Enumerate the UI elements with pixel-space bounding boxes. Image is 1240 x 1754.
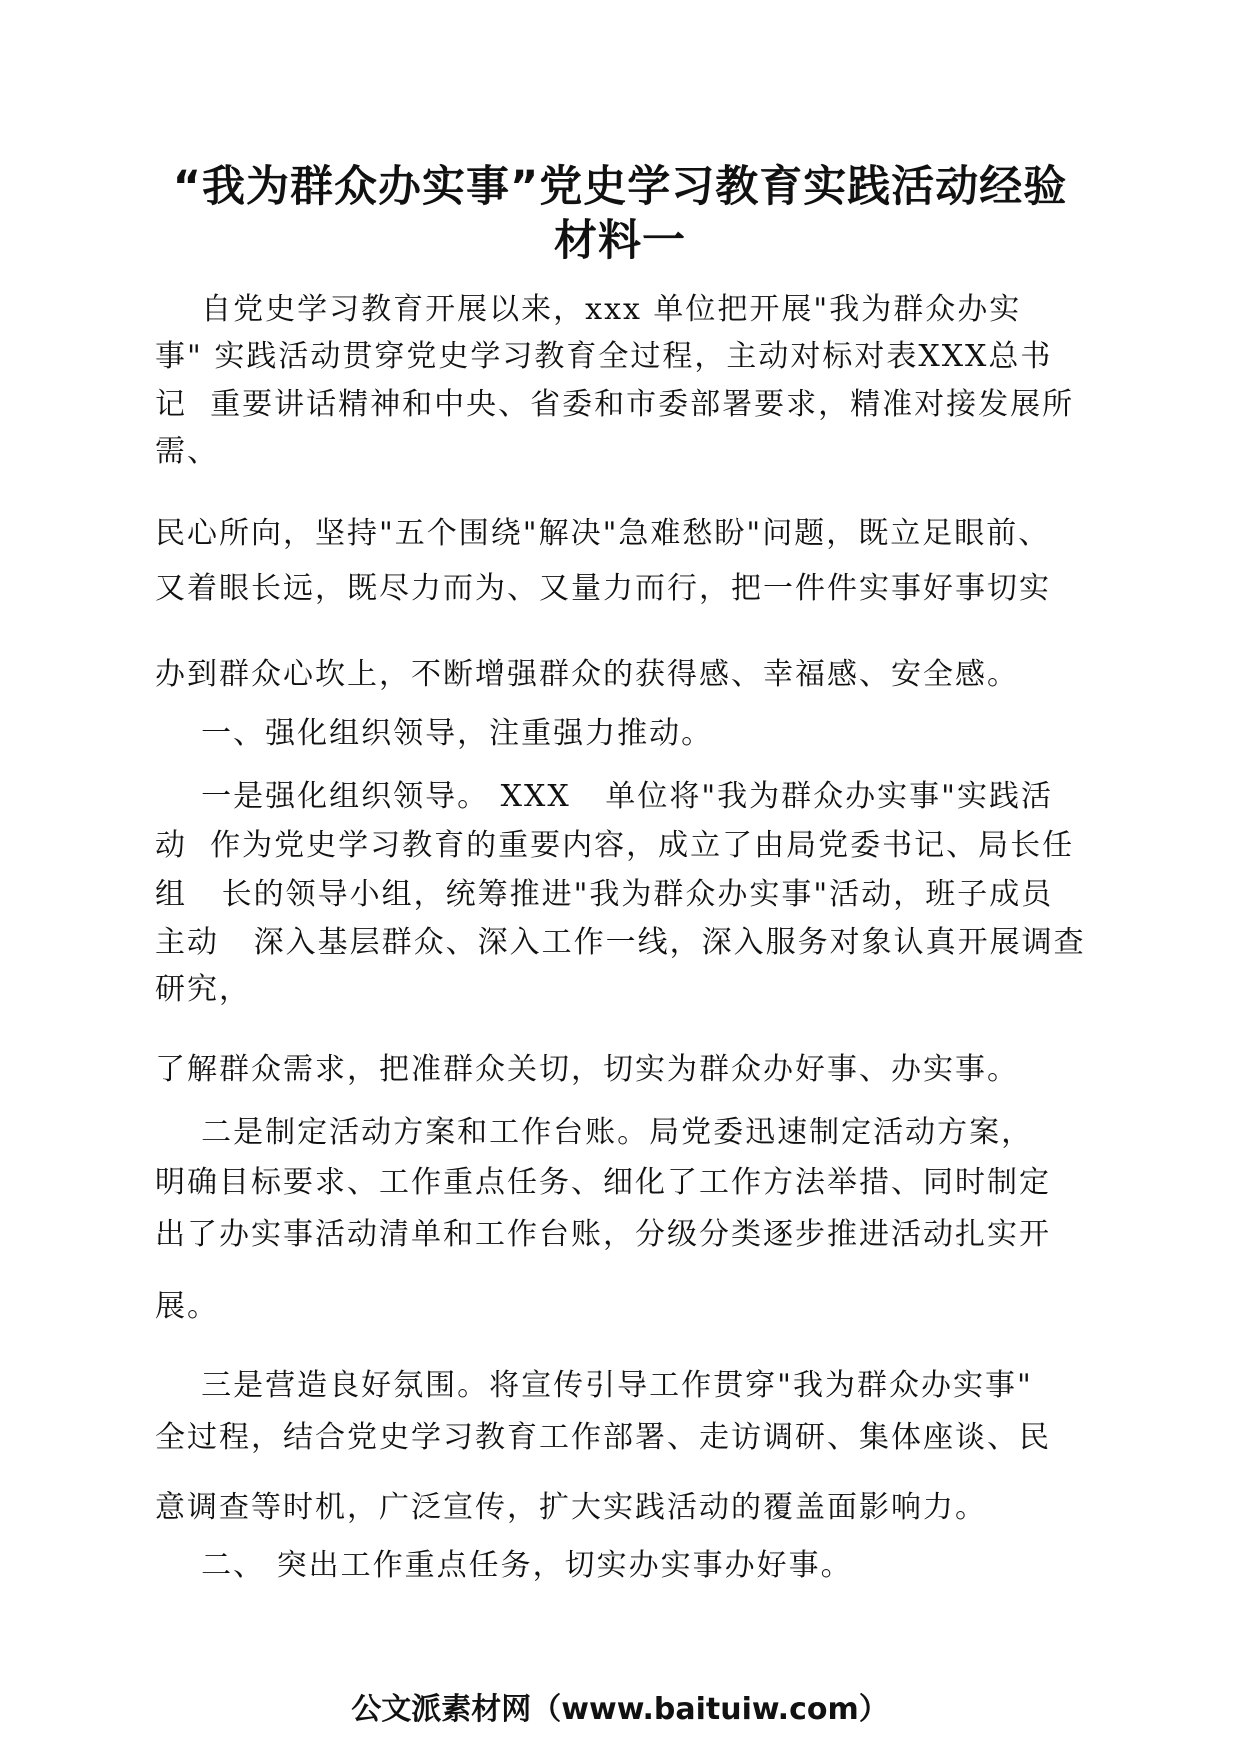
body-line: 明确目标要求、工作重点任务、细化了工作方法举措、同时制定 [155,1165,1051,1200]
document-title-line-2: 材料一 [554,216,686,266]
body-line: 主动 深入基层群众、深入工作一线，深入服务对象认真开展调查 [155,925,1086,960]
body-line: 组 长的领导小组，统筹推进"我为群众办实事"活动，班子成员 [155,877,1054,912]
body-line: 又着眼长远，既尽力而为、又量力而行，把一件件实事好事切实 [155,571,1051,606]
section-heading: 二、 突出工作重点任务，切实办实事办好事。 [155,1548,853,1583]
body-line: 意调查等时机，广泛宣传，扩大实践活动的覆盖面影响力。 [155,1490,987,1525]
body-line: 展。 [155,1289,219,1324]
body-line: 一是强化组织领导。 XXX 单位将"我为群众办实事"实践活 [155,779,1053,814]
body-line: 全过程，结合党史学习教育工作部署、走访调研、集体座谈、民 [155,1420,1051,1455]
section-heading: 一、强化组织领导，注重强力推动。 [155,716,714,751]
body-line: 动 作为党史学习教育的重要内容，成立了由局党委书记、局长任 [155,828,1075,863]
body-line: 二是制定活动方案和工作台账。局党委迅速制定活动方案， [155,1115,1034,1150]
body-line: 了解群众需求，把准群众关切，切实为群众办好事、办实事。 [155,1052,1019,1087]
body-line: 出了办实事活动清单和工作台账，分级分类逐步推进活动扎实开 [155,1217,1051,1252]
body-line: 三是营造良好氛围。将宣传引导工作贯穿"我为群众办实事" [155,1368,1033,1403]
body-line: 记 重要讲话精神和中央、省委和市委部署要求，精准对接发展所 [155,387,1075,422]
body-line: 研究， [155,972,251,1007]
footer-watermark: 公文派素材网（www.baituiw.com） [351,1692,889,1727]
body-line: 事" 实践活动贯穿党史学习教育全过程，主动对标对表XXX总书 [155,339,1053,374]
document-title-line-1: “我为群众办实事”党史学习教育实践活动经验 [172,162,1068,212]
body-line: 办到群众心坎上，不断增强群众的获得感、幸福感、安全感。 [155,657,1019,692]
body-line: 需、 [155,434,219,469]
body-line: 自党史学习教育开展以来，xxx 单位把开展"我为群众办实 [155,292,1022,327]
body-line: 民心所向，坚持"五个围绕"解决"急难愁盼"问题，既立足眼前、 [155,516,1051,551]
